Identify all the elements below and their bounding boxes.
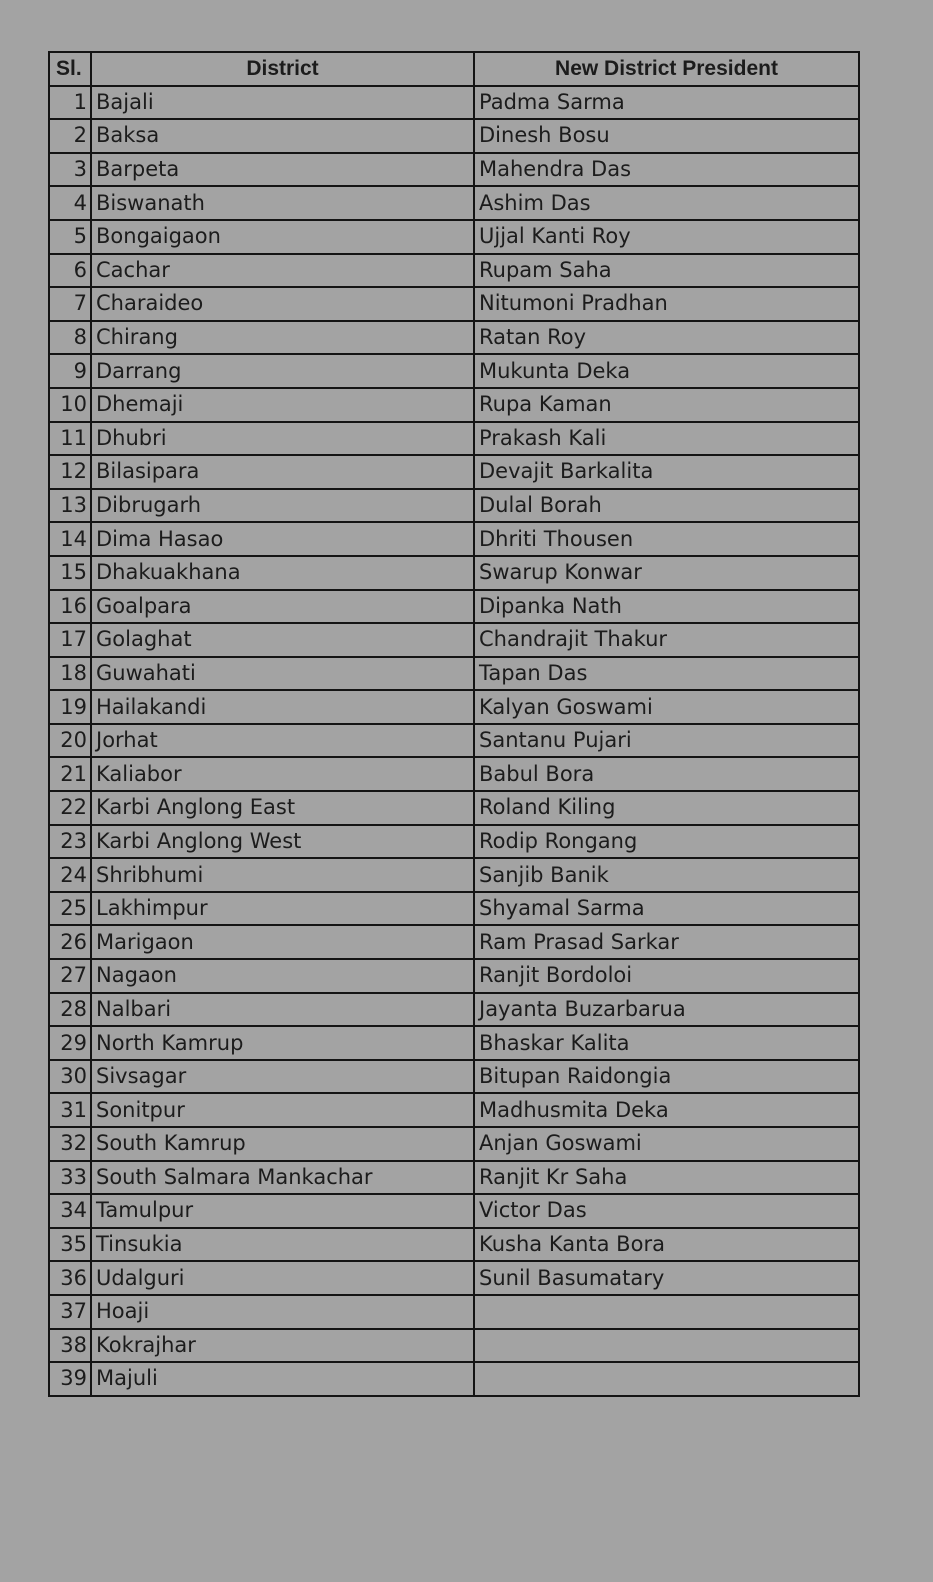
district-cell: South Kamrup <box>91 1127 474 1161</box>
table-row <box>49 422 859 456</box>
district-president-table <box>48 51 860 1397</box>
serial-number-cell: 16 <box>49 590 91 624</box>
table-row <box>49 321 859 355</box>
table-row <box>49 993 859 1027</box>
president-cell: Bhaskar Kalita <box>474 1026 859 1060</box>
serial-number-cell: 24 <box>49 858 91 892</box>
serial-number-cell: 26 <box>49 925 91 959</box>
serial-number-cell: 22 <box>49 791 91 825</box>
table-row <box>49 119 859 153</box>
serial-number-cell: 9 <box>49 354 91 388</box>
president-cell: Prakash Kali <box>474 422 859 456</box>
president-cell: Dulal Borah <box>474 489 859 523</box>
president-cell: Rupa Kaman <box>474 388 859 422</box>
table-row <box>49 690 859 724</box>
table-row <box>49 220 859 254</box>
district-cell: Nagaon <box>91 959 474 993</box>
president-cell: Madhusmita Deka <box>474 1093 859 1127</box>
district-cell: Karbi Anglong East <box>91 791 474 825</box>
header-sl: Sl. <box>49 52 91 86</box>
serial-number-cell: 30 <box>49 1060 91 1094</box>
president-cell: Dinesh Bosu <box>474 119 859 153</box>
district-president-sheet <box>48 51 858 1397</box>
president-cell <box>474 1362 859 1396</box>
header-president: New District President <box>474 52 859 86</box>
district-cell: Tamulpur <box>91 1194 474 1228</box>
serial-number-cell: 32 <box>49 1127 91 1161</box>
serial-number-cell: 31 <box>49 1093 91 1127</box>
president-cell: Shyamal Sarma <box>474 892 859 926</box>
president-cell: Ram Prasad Sarkar <box>474 925 859 959</box>
serial-number-cell: 25 <box>49 892 91 926</box>
table-row <box>49 388 859 422</box>
serial-number-cell: 6 <box>49 254 91 288</box>
header-district: District <box>91 52 474 86</box>
table-row <box>49 1295 859 1329</box>
serial-number-cell: 14 <box>49 522 91 556</box>
president-cell: Kusha Kanta Bora <box>474 1228 859 1262</box>
district-cell: Sivsagar <box>91 1060 474 1094</box>
president-cell <box>474 1295 859 1329</box>
district-cell: Tinsukia <box>91 1228 474 1262</box>
district-cell: Dhubri <box>91 422 474 456</box>
table-body <box>49 86 859 1396</box>
district-cell: Cachar <box>91 254 474 288</box>
table-row <box>49 1161 859 1195</box>
district-cell: Dhemaji <box>91 388 474 422</box>
serial-number-cell: 1 <box>49 86 91 120</box>
serial-number-cell: 38 <box>49 1329 91 1363</box>
president-cell: Padma Sarma <box>474 86 859 120</box>
table-row <box>49 825 859 859</box>
district-cell: Shribhumi <box>91 858 474 892</box>
president-cell: Tapan Das <box>474 657 859 691</box>
president-cell: Jayanta Buzarbarua <box>474 993 859 1027</box>
table-row <box>49 892 859 926</box>
district-cell: Biswanath <box>91 186 474 220</box>
district-cell: Nalbari <box>91 993 474 1027</box>
serial-number-cell: 3 <box>49 153 91 187</box>
table-row <box>49 1026 859 1060</box>
district-cell: Golaghat <box>91 623 474 657</box>
serial-number-cell: 13 <box>49 489 91 523</box>
district-cell: South Salmara Mankachar <box>91 1161 474 1195</box>
president-cell: Ratan Roy <box>474 321 859 355</box>
table-row <box>49 925 859 959</box>
president-cell: Kalyan Goswami <box>474 690 859 724</box>
president-cell: Santanu Pujari <box>474 724 859 758</box>
president-cell: Mukunta Deka <box>474 354 859 388</box>
president-cell: Ujjal Kanti Roy <box>474 220 859 254</box>
table-row <box>49 186 859 220</box>
president-cell: Sanjib Banik <box>474 858 859 892</box>
district-cell: Karbi Anglong West <box>91 825 474 859</box>
serial-number-cell: 5 <box>49 220 91 254</box>
table-row <box>49 287 859 321</box>
serial-number-cell: 27 <box>49 959 91 993</box>
district-cell: North Kamrup <box>91 1026 474 1060</box>
table-row <box>49 1127 859 1161</box>
table-row <box>49 657 859 691</box>
serial-number-cell: 23 <box>49 825 91 859</box>
table-row <box>49 455 859 489</box>
president-cell: Dhriti Thousen <box>474 522 859 556</box>
district-cell: Bilasipara <box>91 455 474 489</box>
serial-number-cell: 20 <box>49 724 91 758</box>
serial-number-cell: 8 <box>49 321 91 355</box>
president-cell: Chandrajit Thakur <box>474 623 859 657</box>
district-cell: Kokrajhar <box>91 1329 474 1363</box>
serial-number-cell: 12 <box>49 455 91 489</box>
serial-number-cell: 18 <box>49 657 91 691</box>
district-cell: Bajali <box>91 86 474 120</box>
serial-number-cell: 4 <box>49 186 91 220</box>
serial-number-cell: 10 <box>49 388 91 422</box>
table-row <box>49 254 859 288</box>
president-cell: Anjan Goswami <box>474 1127 859 1161</box>
district-cell: Kaliabor <box>91 757 474 791</box>
district-cell: Sonitpur <box>91 1093 474 1127</box>
table-row <box>49 623 859 657</box>
district-cell: Goalpara <box>91 590 474 624</box>
district-cell: Barpeta <box>91 153 474 187</box>
serial-number-cell: 2 <box>49 119 91 153</box>
serial-number-cell: 17 <box>49 623 91 657</box>
president-cell: Bitupan Raidongia <box>474 1060 859 1094</box>
table-row <box>49 1261 859 1295</box>
serial-number-cell: 29 <box>49 1026 91 1060</box>
serial-number-cell: 35 <box>49 1228 91 1262</box>
table-row <box>49 791 859 825</box>
table-row <box>49 522 859 556</box>
district-cell: Lakhimpur <box>91 892 474 926</box>
president-cell: Mahendra Das <box>474 153 859 187</box>
district-cell: Udalguri <box>91 1261 474 1295</box>
table-row <box>49 1329 859 1363</box>
president-cell: Nitumoni Pradhan <box>474 287 859 321</box>
serial-number-cell: 37 <box>49 1295 91 1329</box>
president-cell: Ranjit Kr Saha <box>474 1161 859 1195</box>
serial-number-cell: 36 <box>49 1261 91 1295</box>
serial-number-cell: 39 <box>49 1362 91 1396</box>
district-cell: Marigaon <box>91 925 474 959</box>
district-cell: Charaideo <box>91 287 474 321</box>
president-cell: Roland Kiling <box>474 791 859 825</box>
president-cell: Rodip Rongang <box>474 825 859 859</box>
table-row <box>49 858 859 892</box>
district-cell: Hailakandi <box>91 690 474 724</box>
serial-number-cell: 34 <box>49 1194 91 1228</box>
district-cell: Dima Hasao <box>91 522 474 556</box>
serial-number-cell: 33 <box>49 1161 91 1195</box>
district-cell: Dibrugarh <box>91 489 474 523</box>
table-row <box>49 1060 859 1094</box>
district-cell: Chirang <box>91 321 474 355</box>
district-cell: Majuli <box>91 1362 474 1396</box>
table-row <box>49 1362 859 1396</box>
president-cell: Dipanka Nath <box>474 590 859 624</box>
president-cell: Devajit Barkalita <box>474 455 859 489</box>
serial-number-cell: 19 <box>49 690 91 724</box>
table-row <box>49 1093 859 1127</box>
table-row <box>49 556 859 590</box>
district-cell: Baksa <box>91 119 474 153</box>
district-cell: Darrang <box>91 354 474 388</box>
president-cell: Ashim Das <box>474 186 859 220</box>
president-cell: Babul Bora <box>474 757 859 791</box>
president-cell <box>474 1329 859 1363</box>
serial-number-cell: 28 <box>49 993 91 1027</box>
president-cell: Ranjit Bordoloi <box>474 959 859 993</box>
table-row <box>49 86 859 120</box>
table-row <box>49 1228 859 1262</box>
table-header <box>49 52 859 86</box>
table-row <box>49 489 859 523</box>
table-row <box>49 153 859 187</box>
district-cell: Hoaji <box>91 1295 474 1329</box>
table-row <box>49 724 859 758</box>
table-row <box>49 354 859 388</box>
table-row <box>49 959 859 993</box>
president-cell: Victor Das <box>474 1194 859 1228</box>
serial-number-cell: 7 <box>49 287 91 321</box>
table-row <box>49 590 859 624</box>
district-cell: Guwahati <box>91 657 474 691</box>
header-row <box>49 52 859 86</box>
serial-number-cell: 21 <box>49 757 91 791</box>
district-cell: Bongaigaon <box>91 220 474 254</box>
president-cell: Rupam Saha <box>474 254 859 288</box>
district-cell: Jorhat <box>91 724 474 758</box>
table-row <box>49 757 859 791</box>
table-row <box>49 1194 859 1228</box>
serial-number-cell: 11 <box>49 422 91 456</box>
president-cell: Sunil Basumatary <box>474 1261 859 1295</box>
district-cell: Dhakuakhana <box>91 556 474 590</box>
serial-number-cell: 15 <box>49 556 91 590</box>
president-cell: Swarup Konwar <box>474 556 859 590</box>
